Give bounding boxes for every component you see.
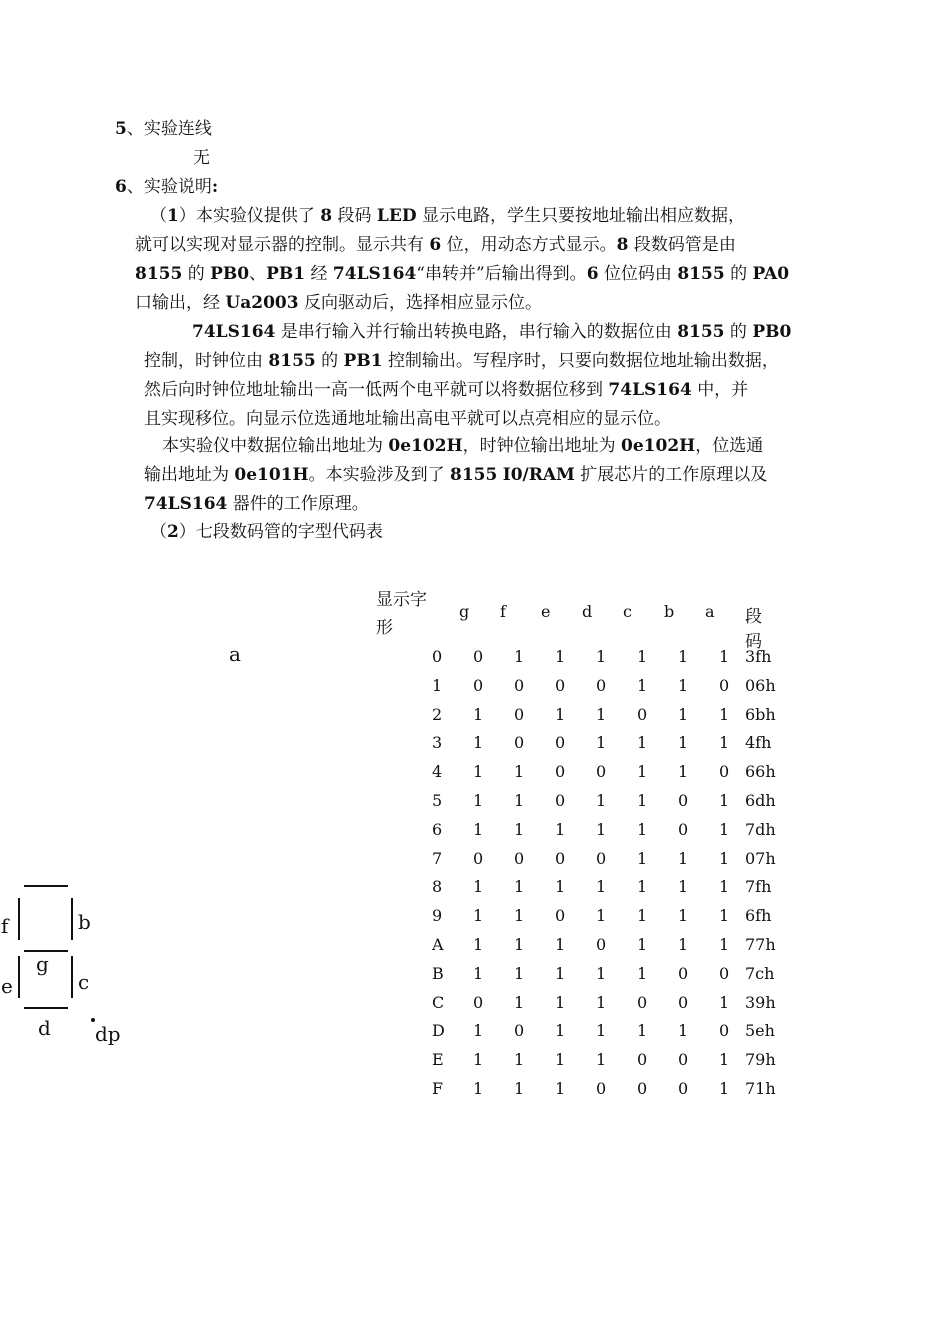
cell-bit: 0 xyxy=(596,675,607,695)
cell-bit: 1 xyxy=(555,704,566,724)
header-bit-a: a xyxy=(705,602,715,621)
cell-bit: 1 xyxy=(637,963,648,983)
cell-bit: 1 xyxy=(514,647,525,666)
cell-bit: 1 xyxy=(678,675,689,695)
cell-bit: 1 xyxy=(514,992,525,1012)
cell-bit: 1 xyxy=(473,1050,484,1070)
cell-bit: 1 xyxy=(637,877,648,897)
cell-bit: 1 xyxy=(719,733,730,753)
cell-display-char: 2 xyxy=(432,704,443,724)
cell-bit: 0 xyxy=(514,704,525,724)
cell-bit: 1 xyxy=(678,704,689,724)
cell-bit: 1 xyxy=(473,733,484,753)
cell-bit: 0 xyxy=(596,935,607,954)
cell-bit: 1 xyxy=(473,704,484,724)
cell-segment-code: 71h xyxy=(745,1079,776,1098)
cell-bit: 0 xyxy=(637,704,648,724)
paragraph-3-line-3: 74LS164 器件的工作原理。 xyxy=(144,494,369,514)
cell-bit: 1 xyxy=(719,791,730,810)
cell-bit: 1 xyxy=(678,906,689,926)
section-5-content: 无 xyxy=(193,148,210,168)
segment-label-a: a xyxy=(229,642,241,666)
cell-display-char: D xyxy=(432,1021,445,1041)
segment-label-f: f xyxy=(1,914,9,938)
cell-bit: 1 xyxy=(719,992,730,1012)
cell-bit: 1 xyxy=(637,1021,648,1041)
segment-label-d: d xyxy=(38,1016,51,1040)
cell-bit: 0 xyxy=(637,992,648,1012)
cell-display-char: A xyxy=(432,935,444,954)
cell-bit: 0 xyxy=(555,848,566,868)
cell-bit: 1 xyxy=(719,935,730,954)
paragraph-3 xyxy=(144,432,824,519)
paragraph-3-line-2: 输出地址为 0e101H。本实验涉及到了 8155 I0/RAM 扩展芯片的工作原理以及 xyxy=(144,465,768,485)
cell-bit: 1 xyxy=(719,1079,730,1098)
cell-bit: 1 xyxy=(514,1079,525,1098)
cell-bit: 1 xyxy=(555,1021,566,1041)
cell-bit: 0 xyxy=(678,992,689,1012)
segment-label-g: g xyxy=(36,952,49,976)
cell-bit: 1 xyxy=(596,1050,607,1070)
cell-bit: 0 xyxy=(678,791,689,810)
cell-display-char: F xyxy=(432,1079,444,1098)
cell-bit: 1 xyxy=(637,733,648,753)
cell-bit: 1 xyxy=(473,1079,484,1098)
cell-bit: 1 xyxy=(473,935,484,954)
paragraph-2-line-2: 控制，时钟位由 8155 的 PB1 控制输出。写程序时，只要向数据位地址输出数据， xyxy=(144,351,779,371)
cell-display-char: 3 xyxy=(432,733,443,753)
cell-segment-code: 6fh xyxy=(745,906,772,926)
cell-bit: 0 xyxy=(596,762,607,782)
section-5-heading: 5、实验连线 xyxy=(115,119,212,139)
cell-bit: 1 xyxy=(678,733,689,753)
cell-bit: 1 xyxy=(555,877,566,897)
cell-segment-code: 79h xyxy=(745,1050,776,1070)
cell-bit: 1 xyxy=(596,647,607,666)
cell-bit: 1 xyxy=(678,1021,689,1041)
cell-segment-code: 7fh xyxy=(745,877,772,897)
cell-bit: 1 xyxy=(555,647,566,666)
cell-bit: 1 xyxy=(637,935,648,954)
cell-bit: 1 xyxy=(514,762,525,782)
cell-bit: 1 xyxy=(555,935,566,954)
cell-bit: 1 xyxy=(678,935,689,954)
cell-bit: 0 xyxy=(678,819,689,839)
section-6-heading: 6、实验说明: xyxy=(115,177,219,197)
cell-bit: 1 xyxy=(637,819,648,839)
cell-bit: 1 xyxy=(719,906,730,926)
paragraph-3-line-1: 本实验仪中数据位输出地址为 0e102H，时钟位输出地址为 0e102H，位选通 xyxy=(162,436,764,456)
cell-bit: 1 xyxy=(719,877,730,897)
cell-bit: 1 xyxy=(596,819,607,839)
cell-segment-code: 6bh xyxy=(745,704,776,724)
cell-display-char: 5 xyxy=(432,791,443,810)
paragraph-1-line-1: （1）本实验仪提供了 8 段码 LED 显示电路，学生只要按地址输出相应数据， xyxy=(150,206,745,226)
paragraph-2 xyxy=(144,318,824,434)
cell-bit: 1 xyxy=(596,1021,607,1041)
segment-a xyxy=(24,885,68,887)
cell-segment-code: 6dh xyxy=(745,791,776,810)
cell-bit: 1 xyxy=(514,877,525,897)
cell-bit: 1 xyxy=(678,877,689,897)
header-bit-b: b xyxy=(664,602,675,621)
segment-b xyxy=(71,898,73,940)
cell-bit: 1 xyxy=(596,791,607,810)
cell-bit: 1 xyxy=(719,848,730,868)
cell-bit: 1 xyxy=(719,647,730,666)
cell-bit: 1 xyxy=(514,906,525,926)
cell-bit: 1 xyxy=(473,906,484,926)
cell-display-char: 0 xyxy=(432,647,443,666)
cell-bit: 0 xyxy=(719,762,730,782)
cell-bit: 0 xyxy=(555,762,566,782)
cell-bit: 1 xyxy=(678,647,689,666)
cell-segment-code: 7dh xyxy=(745,819,776,839)
segment-label-b: b xyxy=(78,910,91,934)
cell-bit: 1 xyxy=(719,819,730,839)
cell-bit: 0 xyxy=(473,848,484,868)
cell-bit: 1 xyxy=(473,963,484,983)
paragraph-2-line-3: 然后向时钟位地址输出一高一低两个电平就可以将数据位移到 74LS164 中，并 xyxy=(144,380,749,400)
cell-bit: 1 xyxy=(637,906,648,926)
segment-e xyxy=(18,956,20,998)
cell-segment-code: 66h xyxy=(745,762,776,782)
cell-bit: 0 xyxy=(678,963,689,983)
cell-bit: 1 xyxy=(596,877,607,897)
cell-bit: 0 xyxy=(637,1050,648,1070)
cell-bit: 1 xyxy=(637,848,648,868)
paragraph-1-line-4: 口输出，经 Ua2003 反向驱动后，选择相应显示位。 xyxy=(135,293,542,313)
cell-display-char: 4 xyxy=(432,762,443,782)
header-bit-c: c xyxy=(623,602,632,621)
paragraph-2-line-1: 74LS164 是串行输入并行输出转换电路，串行输入的数据位由 8155 的 PB0 xyxy=(192,322,792,342)
cell-bit: 1 xyxy=(555,963,566,983)
paragraph-1-line-3: 8155 的 PB0、PB1 经 74LS164“串转并”后输出得到。6 位位码由 8155 的 PA0 xyxy=(135,264,790,284)
cell-segment-code: 3fh xyxy=(745,647,772,666)
cell-bit: 0 xyxy=(473,675,484,695)
cell-bit: 1 xyxy=(514,819,525,839)
segment-f xyxy=(18,898,20,940)
cell-bit: 0 xyxy=(555,791,566,810)
cell-segment-code: 07h xyxy=(745,848,776,868)
cell-bit: 0 xyxy=(514,675,525,695)
cell-segment-code: 5eh xyxy=(745,1021,775,1041)
cell-bit: 1 xyxy=(637,762,648,782)
cell-bit: 1 xyxy=(473,791,484,810)
cell-segment-code: 77h xyxy=(745,935,776,954)
header-bit-d: d xyxy=(582,602,593,621)
cell-bit: 0 xyxy=(514,733,525,753)
cell-segment-code: 7ch xyxy=(745,963,775,983)
cell-bit: 0 xyxy=(719,1021,730,1041)
cell-bit: 1 xyxy=(596,963,607,983)
cell-bit: 1 xyxy=(596,992,607,1012)
seven-segment-diagram xyxy=(0,640,241,1060)
cell-bit: 0 xyxy=(473,992,484,1012)
table-caption: （2）七段数码管的字型代码表 xyxy=(150,522,383,542)
cell-bit: 1 xyxy=(596,704,607,724)
segment-c xyxy=(71,956,73,998)
cell-bit: 1 xyxy=(596,733,607,753)
cell-bit: 0 xyxy=(555,906,566,926)
header-display-char: 显示字 形 xyxy=(376,590,427,638)
cell-display-char: 8 xyxy=(432,877,443,897)
cell-bit: 1 xyxy=(473,819,484,839)
segment-label-c: c xyxy=(78,970,90,994)
cell-display-char: B xyxy=(432,963,444,983)
cell-bit: 0 xyxy=(678,1079,689,1098)
cell-bit: 1 xyxy=(719,1050,730,1070)
cell-bit: 1 xyxy=(473,1021,484,1041)
cell-display-char: C xyxy=(432,992,445,1012)
cell-display-char: 1 xyxy=(432,675,443,695)
cell-segment-code: 06h xyxy=(745,675,776,695)
cell-bit: 1 xyxy=(473,762,484,782)
cell-bit: 0 xyxy=(514,848,525,868)
cell-bit: 0 xyxy=(719,675,730,695)
header-segment-code: 段码 xyxy=(745,607,762,652)
cell-display-char: 6 xyxy=(432,819,443,839)
cell-bit: 0 xyxy=(678,1050,689,1070)
paragraph-1-line-2: 就可以实现对显示器的控制。显示共有 6 位，用动态方式显示。8 段数码管是由 xyxy=(135,235,736,255)
segment-label-dp: dp xyxy=(95,1022,121,1046)
cell-bit: 0 xyxy=(555,733,566,753)
cell-bit: 1 xyxy=(637,791,648,810)
cell-bit: 1 xyxy=(514,935,525,954)
paragraph-1 xyxy=(135,202,815,318)
header-bit-e: e xyxy=(541,602,551,621)
header-bit-f: f xyxy=(500,602,506,621)
cell-bit: 0 xyxy=(555,675,566,695)
cell-bit: 1 xyxy=(637,647,648,666)
cell-bit: 0 xyxy=(637,1079,648,1098)
cell-segment-code: 39h xyxy=(745,992,776,1012)
cell-bit: 1 xyxy=(555,819,566,839)
header-bit-g: g xyxy=(459,602,470,621)
cell-bit: 1 xyxy=(678,762,689,782)
cell-bit: 1 xyxy=(719,704,730,724)
cell-bit: 0 xyxy=(473,647,484,666)
cell-bit: 0 xyxy=(596,1079,607,1098)
cell-display-char: E xyxy=(432,1050,444,1070)
cell-display-char: 9 xyxy=(432,906,443,926)
cell-bit: 1 xyxy=(555,1050,566,1070)
cell-bit: 1 xyxy=(473,877,484,897)
segment-label-e: e xyxy=(1,974,13,998)
cell-bit: 1 xyxy=(514,963,525,983)
cell-bit: 0 xyxy=(719,963,730,983)
cell-bit: 1 xyxy=(678,848,689,868)
cell-bit: 0 xyxy=(596,848,607,868)
cell-bit: 1 xyxy=(596,906,607,926)
cell-bit: 1 xyxy=(555,992,566,1012)
cell-bit: 1 xyxy=(514,791,525,810)
cell-bit: 1 xyxy=(637,675,648,695)
cell-bit: 1 xyxy=(555,1079,566,1098)
segment-d xyxy=(24,1007,68,1009)
cell-display-char: 7 xyxy=(432,848,443,868)
cell-segment-code: 4fh xyxy=(745,733,772,753)
paragraph-2-line-4: 且实现移位。向显示位选通地址输出高电平就可以点亮相应的显示位。 xyxy=(144,409,671,429)
cell-bit: 1 xyxy=(514,1050,525,1070)
cell-bit: 0 xyxy=(514,1021,525,1041)
